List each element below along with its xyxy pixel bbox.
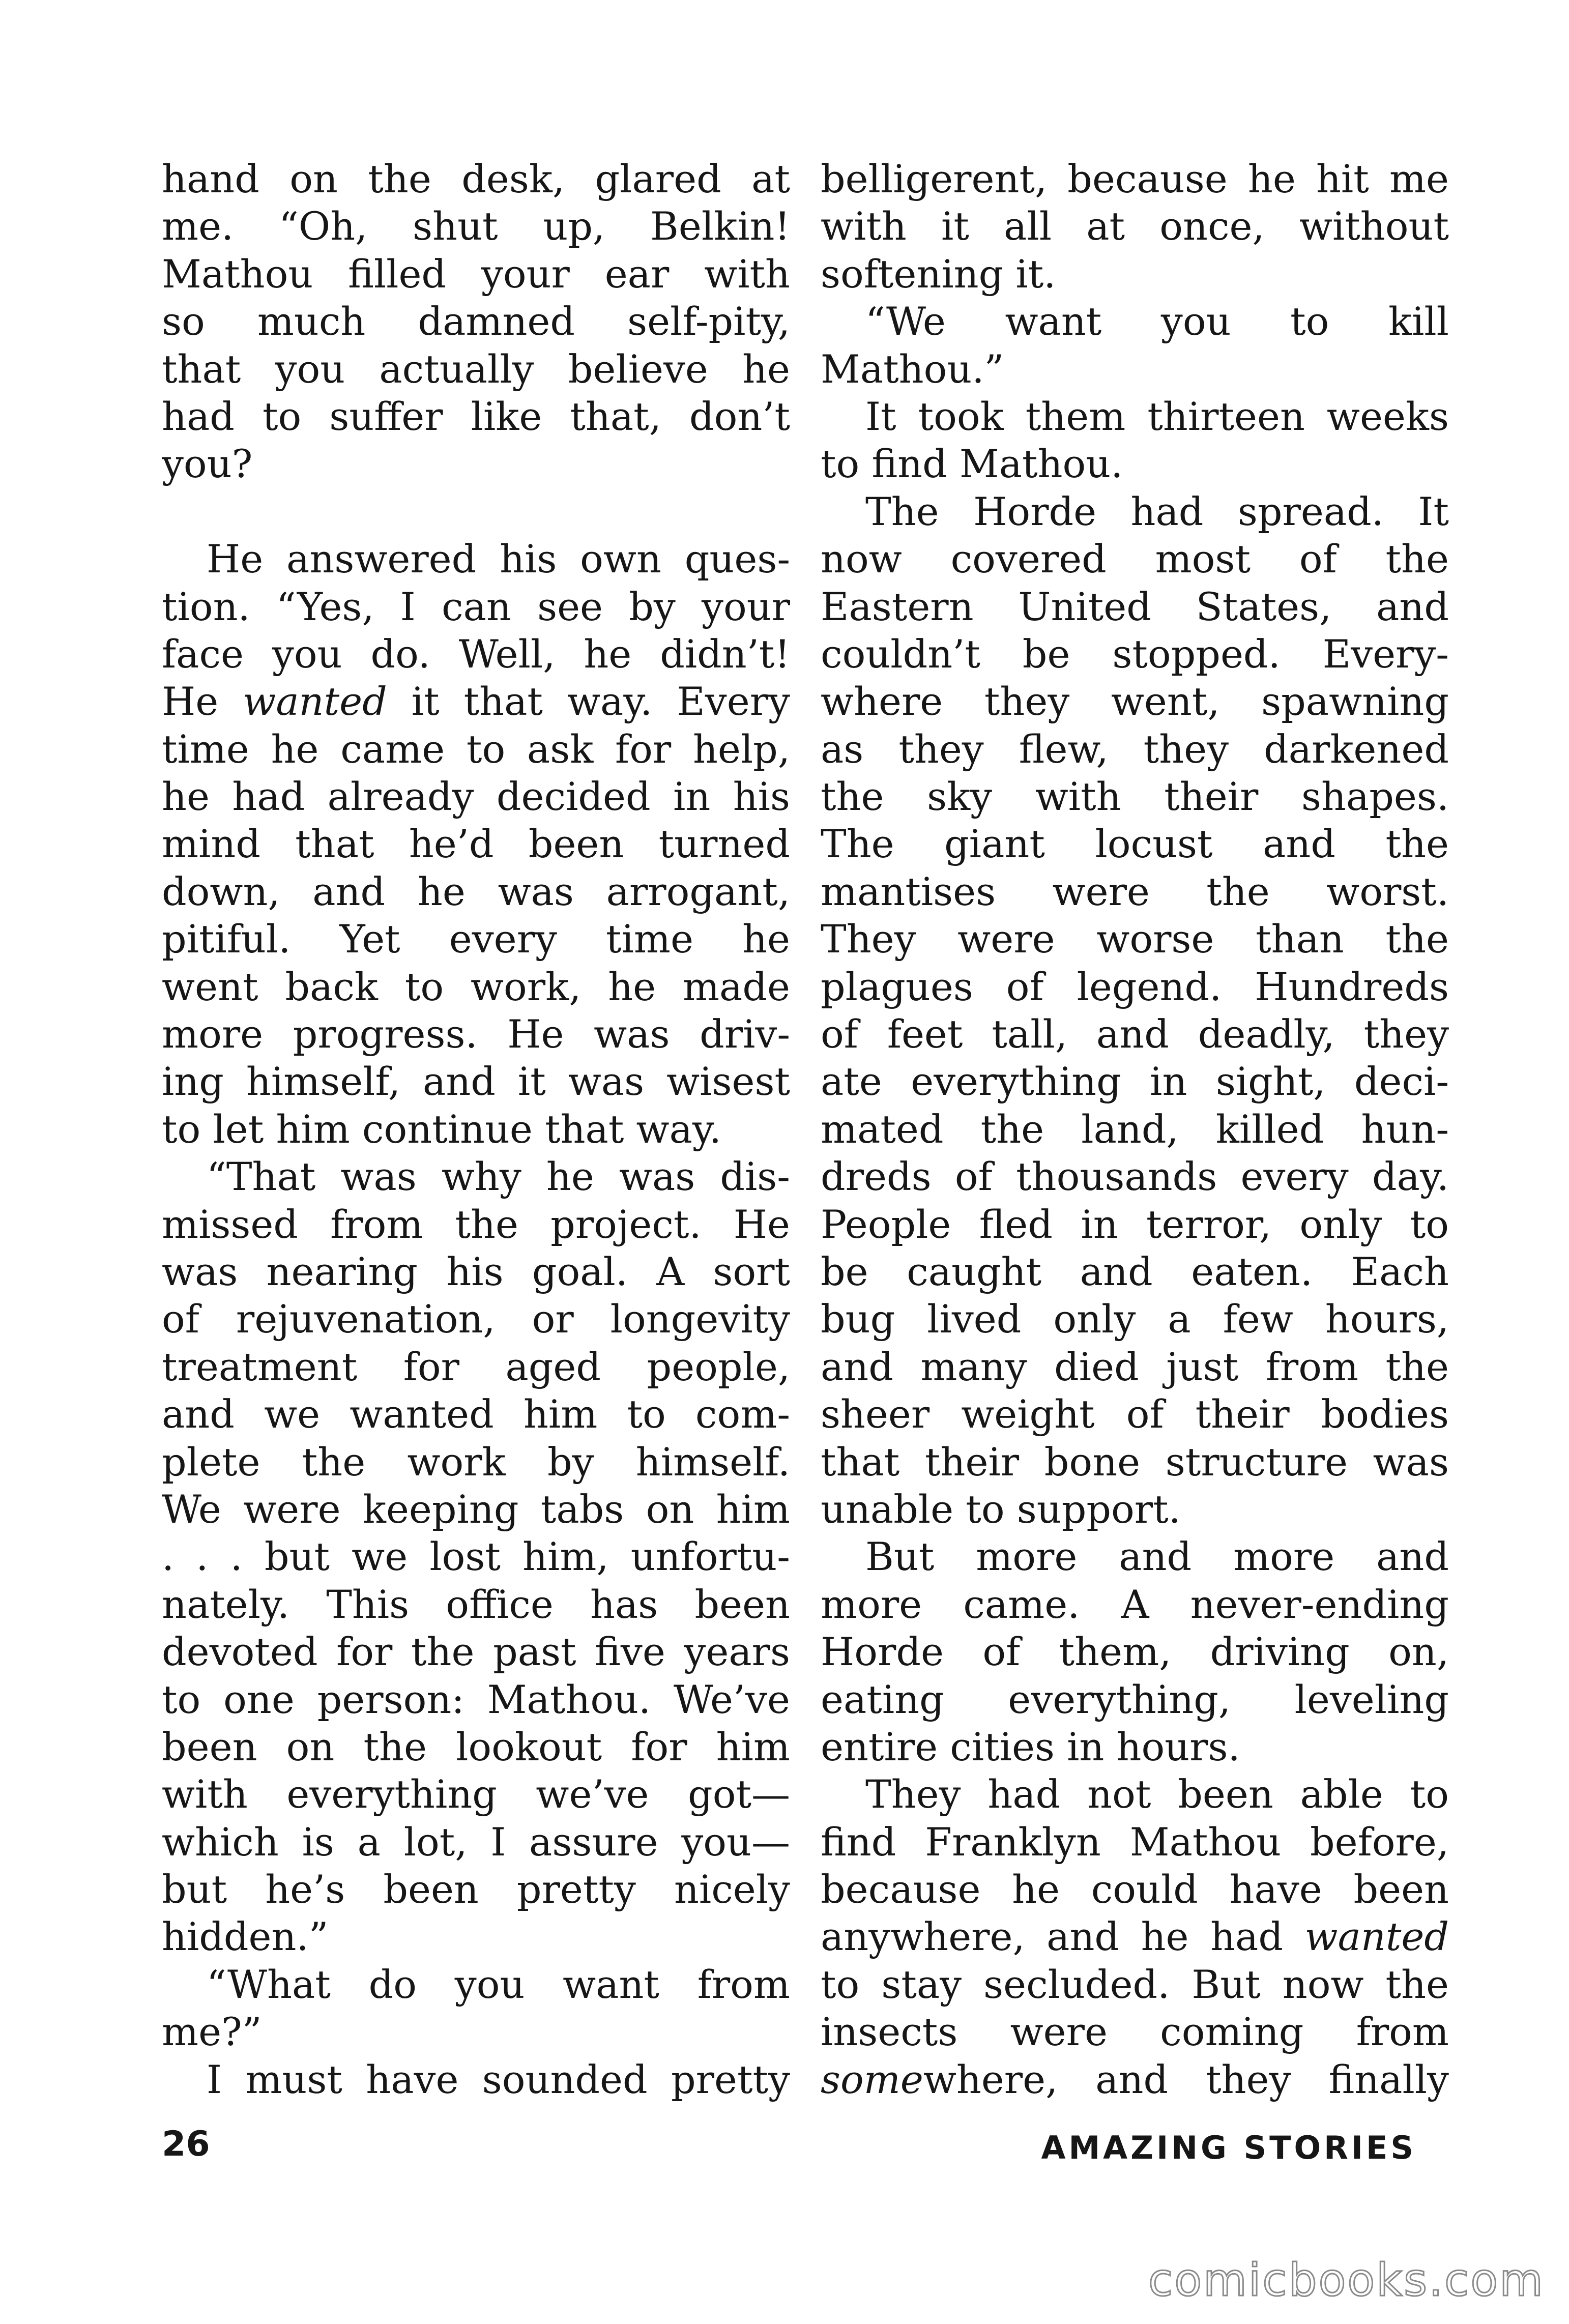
text-line: The giant locust and the — [821, 821, 1449, 867]
text-line: that you actually believe he — [162, 346, 790, 392]
text-line: eating everything, leveling — [821, 1676, 1449, 1722]
text-line: of rejuvenation, or longevity — [162, 1296, 790, 1342]
text-run: it that way. Every — [387, 679, 790, 724]
watermark: comicbooks.com — [1148, 2254, 1545, 2306]
text-line: face you do. Well, he didn’t! — [162, 631, 790, 677]
text-line: unable to support. — [821, 1486, 1181, 1532]
text-line: treatment for aged people, — [162, 1344, 790, 1389]
page-number: 26 — [162, 2124, 210, 2164]
text-line: time he came to ask for help, — [162, 726, 790, 772]
left-column — [162, 155, 790, 2103]
text-line: that their bone structure was — [821, 1439, 1449, 1485]
text-line: Mathou filled your ear with — [162, 251, 790, 297]
text-run: He — [162, 679, 243, 724]
text-line: Eastern United States, and — [821, 584, 1449, 629]
text-line: They were worse than the — [821, 916, 1449, 962]
text-line: nately. This office has been — [162, 1581, 790, 1627]
text-line: belligerent, because he hit me — [821, 156, 1449, 201]
text-line: and many died just from the — [821, 1344, 1449, 1389]
text-line: He answered his own ques- — [207, 536, 790, 582]
text-run: where, and they finally — [923, 2056, 1449, 2102]
text-line: because he could have been — [821, 1867, 1449, 1912]
text-line: the sky with their shapes. — [821, 774, 1449, 820]
text-line: We were keeping tabs on him — [162, 1486, 790, 1532]
text-line: find Franklyn Mathou before, — [821, 1819, 1449, 1865]
text-run: anywhere, and he had — [821, 1914, 1305, 1960]
text-line: he had already decided in his — [162, 774, 790, 820]
text-line: was nearing his goal. A sort — [162, 1248, 790, 1294]
text-line: Horde of them, driving on, — [821, 1629, 1449, 1675]
text-line: It took them thirteen weeks — [865, 393, 1449, 439]
text-line: They had not been able to — [865, 1771, 1449, 1817]
text-line: so much damned self-pity, — [162, 299, 790, 344]
paragraph-gap — [162, 488, 790, 535]
text-line: insects were coming from — [821, 2009, 1449, 2055]
text-line: where they went, spawning — [821, 679, 1449, 724]
text-line: with it all at once, without — [821, 204, 1449, 249]
text-line: bug lived only a few hours, — [821, 1296, 1449, 1342]
text-line: mind that he’d been turned — [162, 821, 790, 867]
text-line: plagues of legend. Hundreds — [821, 964, 1449, 1009]
text-line: with everything we’ve got— — [162, 1771, 790, 1817]
text-line: “What do you want from — [207, 1961, 790, 2007]
text-line: to one person: Mathou. We’ve — [162, 1676, 790, 1722]
text-line: dreds of thousands every day. — [821, 1154, 1449, 1200]
text-line — [162, 678, 790, 725]
text-line: missed from the project. He — [162, 1201, 790, 1247]
text-line: I must have sounded pretty — [207, 2056, 790, 2102]
text-line: ing himself, and it was wisest — [162, 1059, 790, 1105]
text-line: and we wanted him to com- — [162, 1391, 790, 1437]
text-line: more progress. He was driv- — [162, 1011, 790, 1057]
text-line: The Horde had spread. It — [865, 488, 1449, 534]
text-line: to find Mathou. — [821, 441, 1123, 487]
text-line: me. “Oh, shut up, Belkin! — [162, 204, 790, 249]
text-line: mantises were the worst. — [821, 868, 1449, 914]
emphasis-text: some — [821, 2056, 923, 2102]
emphasis-text: wanted — [243, 679, 387, 724]
text-line: had to suffer like that, don’t — [162, 393, 790, 439]
text-line — [821, 2056, 1449, 2103]
text-line: pitiful. Yet every time he — [162, 916, 790, 962]
text-line: you? — [162, 441, 253, 487]
text-line: hand on the desk, glared at — [162, 156, 790, 201]
magazine-title: AMAZING STORIES — [1041, 2129, 1416, 2166]
text-line: of feet tall, and deadly, they — [821, 1011, 1449, 1057]
text-line: plete the work by himself. — [162, 1439, 790, 1485]
text-line: devoted for the past five years — [162, 1629, 790, 1675]
text-line: softening it. — [821, 251, 1056, 297]
emphasis-text: wanted — [1304, 1914, 1449, 1960]
text-line: went back to work, he made — [162, 964, 790, 1009]
text-line: “That was why he was dis- — [207, 1154, 790, 1200]
text-line: which is a lot, I assure you— — [162, 1819, 790, 1865]
text-line: be caught and eaten. Each — [821, 1248, 1449, 1294]
text-line: tion. “Yes, I can see by your — [162, 584, 790, 629]
text-line: Mathou.” — [821, 346, 1004, 392]
text-line: But more and more and — [865, 1534, 1449, 1580]
text-line: sheer weight of their bodies — [821, 1391, 1449, 1437]
text-line: entire cities in hours. — [821, 1724, 1240, 1769]
text-line: but he’s been pretty nicely — [162, 1867, 790, 1912]
text-line: couldn’t be stopped. Every- — [821, 631, 1449, 677]
text-line: been on the lookout for him — [162, 1724, 790, 1769]
text-line: “We want you to kill — [865, 299, 1449, 344]
text-line: . . . but we lost him, unfortu- — [162, 1534, 790, 1580]
text-line: as they flew, they darkened — [821, 726, 1449, 772]
text-line: hidden.” — [162, 1914, 329, 1960]
text-line: ate everything in sight, deci- — [821, 1059, 1449, 1105]
text-line: People fled in terror, only to — [821, 1201, 1449, 1247]
text-line: down, and he was arrogant, — [162, 868, 790, 914]
text-line: now covered most of the — [821, 536, 1449, 582]
text-line: more came. A never-ending — [821, 1581, 1449, 1627]
text-line: mated the land, killed hun- — [821, 1106, 1449, 1152]
text-line: to stay secluded. But now the — [821, 1961, 1449, 2007]
right-column — [821, 155, 1449, 2103]
text-line — [821, 1913, 1449, 1960]
text-line: to let him continue that way. — [162, 1106, 721, 1152]
text-line: me?” — [162, 2009, 262, 2055]
